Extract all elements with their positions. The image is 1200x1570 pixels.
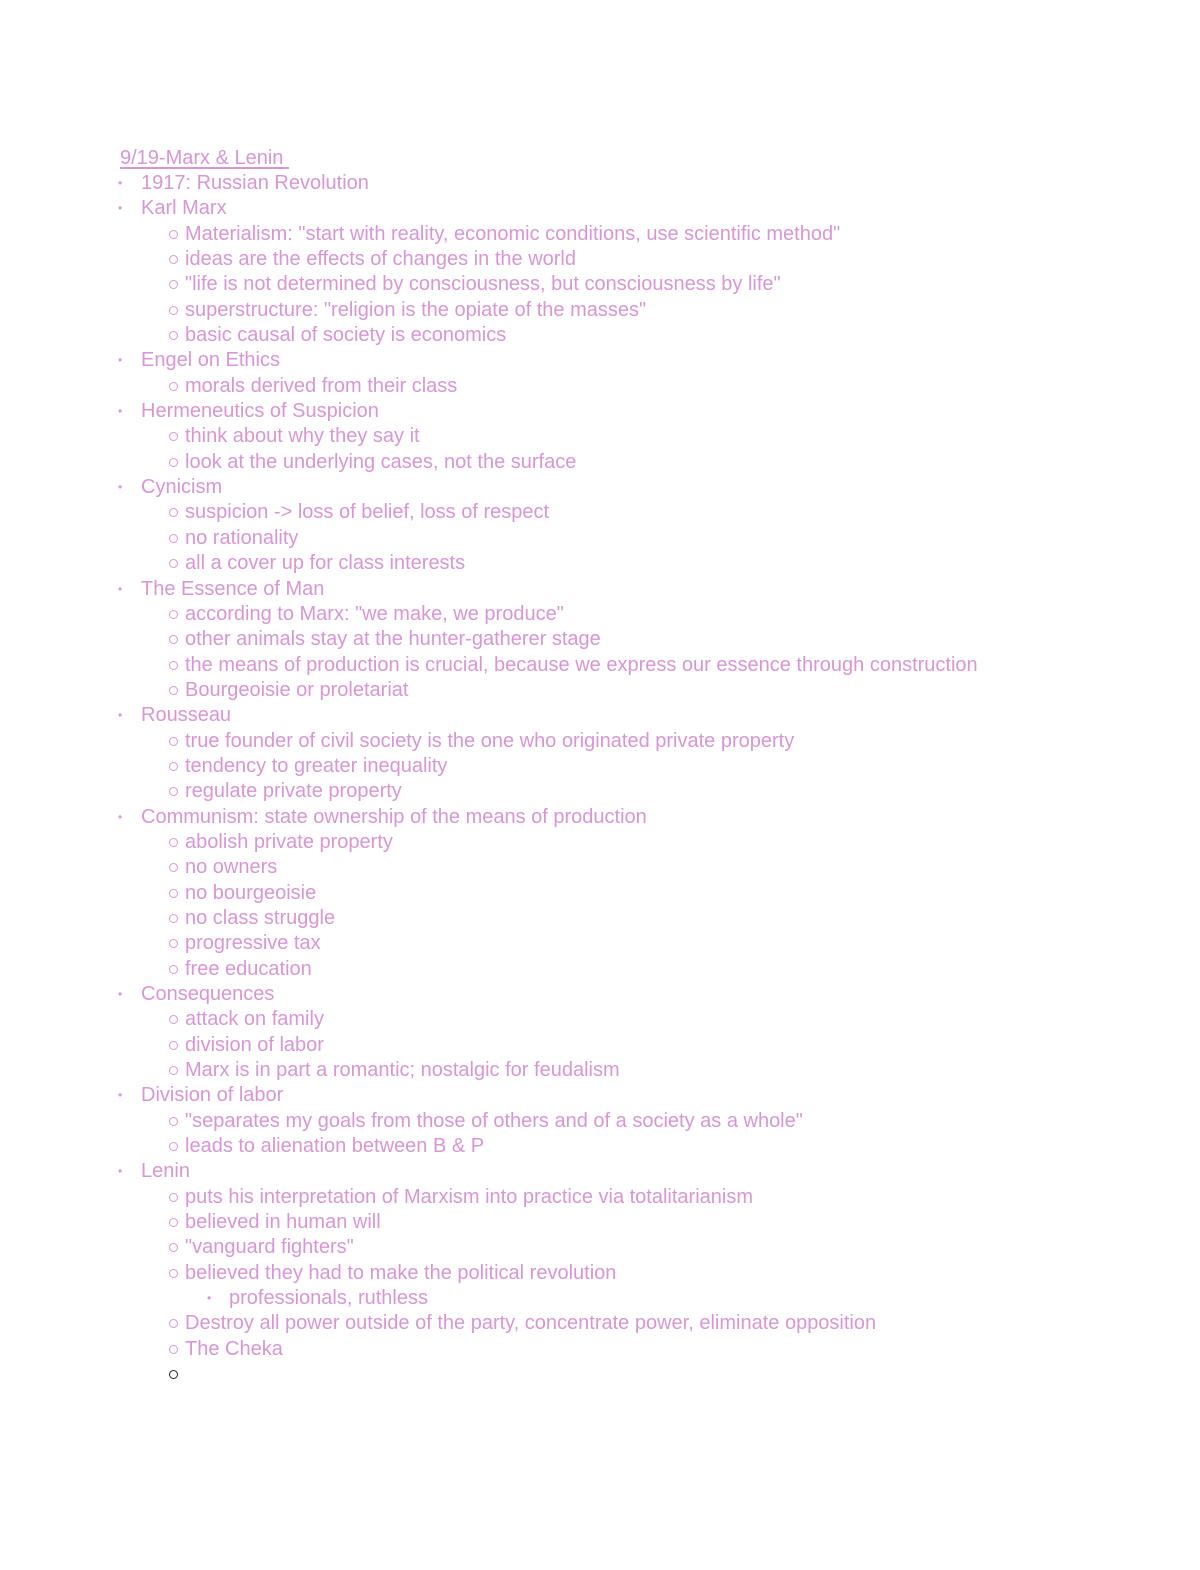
list-item-text: Cynicism	[141, 476, 223, 499]
list-item-level-2	[0, 931, 1200, 956]
list-item-level-2	[0, 526, 1200, 551]
hollow-circle-bullet-icon	[169, 686, 178, 695]
hollow-circle-bullet-icon	[169, 1345, 178, 1354]
list-item-text: tendency to greater inequality	[185, 754, 448, 777]
hollow-circle-bullet-icon	[169, 306, 178, 315]
hollow-circle-bullet-icon	[169, 1142, 178, 1151]
list-item-text: "life is not determined by consciousness, but consciousness by life"	[185, 273, 781, 296]
hollow-circle-bullet-icon	[169, 1370, 178, 1379]
list-item-text: Consequences	[141, 983, 275, 1005]
list-item-text: Lenin	[141, 1160, 190, 1183]
list-item-text: Destroy all power outside of the party, concentrate power, eliminate opposition	[185, 1312, 877, 1335]
list-item-level-1	[0, 196, 1200, 221]
hollow-circle-bullet-icon	[169, 382, 178, 391]
bullet-list	[0, 171, 1200, 1388]
list-item-text: The Essence of Man	[141, 577, 325, 600]
dot-bullet-icon: •	[118, 1164, 123, 1179]
list-item-text: Engel on Ethics	[141, 349, 280, 372]
list-item-level-2	[0, 323, 1200, 348]
hollow-circle-bullet-icon	[169, 559, 178, 568]
list-item-level-2	[0, 906, 1200, 931]
list-item-level-2	[0, 551, 1200, 576]
list-item-text: look at the underlying cases, not the surface	[185, 450, 577, 473]
list-item-level-2	[0, 247, 1200, 272]
list-item-text: Karl Marx	[141, 197, 227, 220]
list-item-level-2	[0, 729, 1200, 754]
list-item-text: division of labor	[185, 1033, 324, 1056]
list-item-text: suspicion -> loss of belief, loss of respect	[185, 501, 550, 524]
hollow-circle-bullet-icon	[169, 939, 178, 948]
dot-bullet-icon: •	[118, 708, 123, 723]
list-item-text: no rationality	[185, 526, 299, 549]
list-item-text: "separates my goals from those of others and of a society as a whole"	[185, 1109, 803, 1132]
hollow-circle-bullet-icon	[169, 661, 178, 670]
dot-bullet-icon: •	[118, 404, 123, 419]
list-item-level-2	[0, 1235, 1200, 1260]
list-item-text: abolish private property	[185, 830, 393, 853]
list-item-text: no class struggle	[185, 906, 336, 929]
hollow-circle-bullet-icon	[169, 635, 178, 644]
hollow-circle-bullet-icon	[169, 230, 178, 239]
hollow-circle-bullet-icon	[169, 1041, 178, 1050]
list-item-level-2	[0, 830, 1200, 855]
list-item-text: no bourgeoisie	[185, 881, 317, 904]
list-item-level-1	[0, 703, 1200, 728]
list-item-text: ideas are the effects of changes in the world	[185, 248, 576, 271]
list-item-level-1	[0, 475, 1200, 500]
list-item-text: regulate private property	[185, 780, 402, 803]
list-item-level-2	[0, 222, 1200, 247]
hollow-circle-bullet-icon	[169, 1243, 178, 1252]
list-item-text: the means of production is crucial, because we express our essence through construction	[185, 653, 978, 676]
list-item-level-2	[0, 1134, 1200, 1159]
list-item-level-2	[0, 754, 1200, 779]
list-item-text: no owners	[185, 856, 278, 879]
list-item-text: believed they had to make the political revolution	[185, 1261, 617, 1284]
list-item-text: Marx is in part a romantic; nostalgic for feudalism	[185, 1059, 620, 1082]
list-item-level-3	[0, 1286, 1200, 1311]
dot-bullet-icon: •	[118, 809, 123, 824]
list-item-level-2	[0, 855, 1200, 880]
list-item-text: true founder of civil society is the one who originated private property	[185, 729, 795, 752]
hollow-circle-bullet-icon	[169, 534, 178, 543]
list-item-level-2	[0, 424, 1200, 449]
list-item-text: 1917: Russian Revolution	[141, 172, 369, 194]
list-item-text: professionals, ruthless	[229, 1287, 428, 1310]
list-item-level-2	[0, 1109, 1200, 1134]
list-item-level-2	[0, 1007, 1200, 1032]
hollow-circle-bullet-icon	[169, 1319, 178, 1328]
list-item-level-2	[0, 298, 1200, 323]
list-item-level-2	[0, 627, 1200, 652]
dot-bullet-icon: •	[118, 581, 123, 596]
dot-bullet-icon: •	[118, 353, 123, 368]
list-item-level-1	[0, 348, 1200, 373]
hollow-circle-bullet-icon	[169, 1193, 178, 1202]
hollow-circle-bullet-icon	[169, 914, 178, 923]
list-item-text: superstructure: "religion is the opiate of the masses"	[185, 298, 647, 321]
dot-bullet-icon: •	[118, 201, 123, 216]
list-item-level-1	[0, 171, 1200, 196]
hollow-circle-bullet-icon	[169, 610, 178, 619]
hollow-circle-bullet-icon	[169, 508, 178, 517]
list-item-text: Hermeneutics of Suspicion	[141, 400, 379, 423]
dot-bullet-icon: •	[118, 987, 123, 1001]
list-item-level-2	[0, 1210, 1200, 1235]
list-item-text: puts his interpretation of Marxism into practice via totalitarianism	[185, 1185, 754, 1208]
list-item-text: all a cover up for class interests	[185, 552, 466, 575]
hollow-circle-bullet-icon	[169, 838, 178, 847]
list-item-level-1	[0, 982, 1200, 1007]
hollow-circle-bullet-icon	[169, 1117, 178, 1126]
hollow-circle-bullet-icon	[169, 787, 178, 796]
list-item-text: Materialism: "start with reality, economic conditions, use scientific method"	[185, 222, 841, 245]
hollow-circle-bullet-icon	[169, 1015, 178, 1024]
list-item-level-2	[0, 1058, 1200, 1083]
list-item-level-2	[0, 1033, 1200, 1058]
hollow-circle-bullet-icon	[169, 1218, 178, 1227]
list-item-level-1	[0, 1083, 1200, 1108]
list-item-level-2	[0, 1362, 1200, 1387]
hollow-circle-bullet-icon	[169, 458, 178, 467]
list-item-text: morals derived from their class	[185, 374, 458, 397]
list-item-level-2	[0, 1261, 1200, 1286]
list-item-text: basic causal of society is economics	[185, 324, 507, 347]
hollow-circle-bullet-icon	[169, 432, 178, 441]
hollow-circle-bullet-icon	[169, 863, 178, 872]
list-item-text: Communism: state ownership of the means of production	[141, 805, 647, 828]
list-item-text: according to Marx: "we make, we produce"	[185, 602, 564, 625]
list-item-text: "vanguard fighters"	[185, 1236, 354, 1259]
list-item-text: Rousseau	[141, 704, 232, 727]
list-item-text: believed in human will	[185, 1211, 381, 1234]
list-item-level-1	[0, 1159, 1200, 1184]
hollow-circle-bullet-icon	[169, 965, 178, 974]
list-item-level-2	[0, 450, 1200, 475]
list-item-level-1	[0, 577, 1200, 602]
list-item-level-2	[0, 881, 1200, 906]
list-item-text: free education	[185, 957, 312, 980]
list-item-level-1	[0, 805, 1200, 830]
list-item-level-2	[0, 957, 1200, 982]
list-item-level-2	[0, 374, 1200, 399]
list-item-text: Bourgeoisie or proletariat	[185, 678, 409, 701]
hollow-circle-bullet-icon	[169, 762, 178, 771]
list-item-level-2	[0, 500, 1200, 525]
list-item-text: progressive tax	[185, 932, 321, 955]
list-item-text: Division of labor	[141, 1084, 284, 1107]
list-item-level-2	[0, 1311, 1200, 1336]
dot-bullet-icon: •	[207, 1291, 212, 1306]
list-item-level-2	[0, 678, 1200, 703]
list-item-text: other animals stay at the hunter-gatherer stage	[185, 628, 601, 651]
dot-bullet-icon: •	[118, 176, 123, 190]
dot-bullet-icon: •	[118, 480, 123, 495]
list-item-level-1	[0, 399, 1200, 424]
list-item-level-2	[0, 1337, 1200, 1362]
list-item-level-2	[0, 602, 1200, 627]
hollow-circle-bullet-icon	[169, 1066, 178, 1075]
list-item-text: The Cheka	[185, 1337, 283, 1360]
list-item-text: attack on family	[185, 1008, 324, 1031]
list-item-level-2	[0, 653, 1200, 678]
hollow-circle-bullet-icon	[169, 1269, 178, 1278]
hollow-circle-bullet-icon	[169, 737, 178, 746]
list-item-level-2	[0, 272, 1200, 297]
hollow-circle-bullet-icon	[169, 331, 178, 340]
hollow-circle-bullet-icon	[169, 280, 178, 289]
list-item-text: think about why they say it	[185, 425, 420, 448]
note-title: 9/19-Marx & Lenin	[120, 147, 289, 169]
list-item-level-2	[0, 1185, 1200, 1210]
hollow-circle-bullet-icon	[169, 889, 178, 898]
dot-bullet-icon: •	[118, 1088, 123, 1103]
list-item-level-2	[0, 779, 1200, 804]
hollow-circle-bullet-icon	[169, 255, 178, 264]
list-item-text: leads to alienation between B & P	[185, 1135, 485, 1158]
